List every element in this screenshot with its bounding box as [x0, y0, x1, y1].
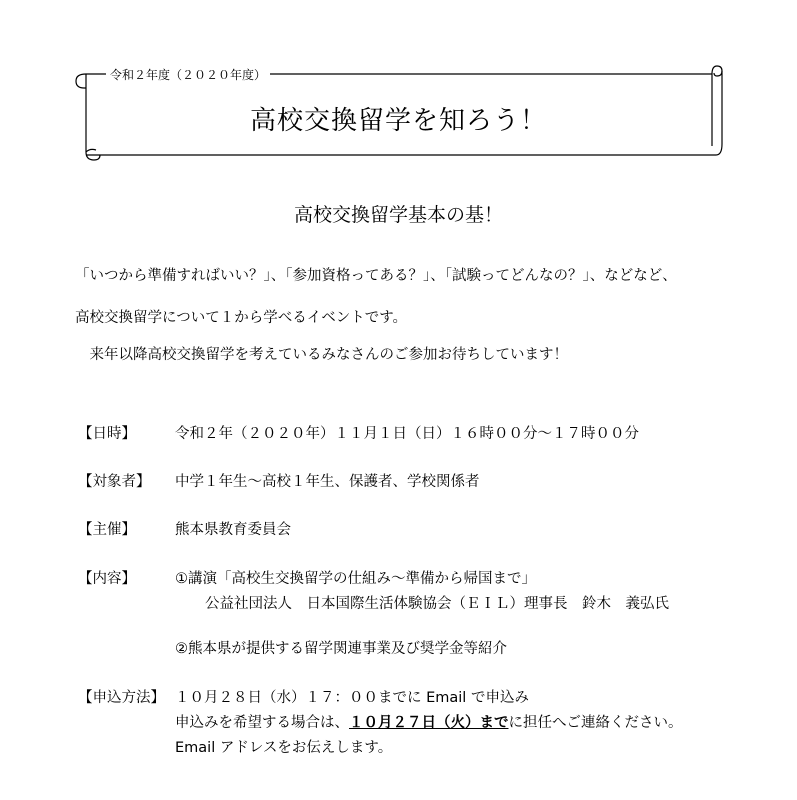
content-item-2: ②熊本県が提供する留学関連事業及び奨学金等紹介	[175, 641, 507, 657]
datetime-label: 【日時】	[78, 426, 136, 442]
organizer-label: 【主催】	[78, 522, 136, 538]
content-label: 【内容】	[78, 571, 136, 587]
apply-line-2-post: に担任へご連絡ください。	[508, 715, 683, 731]
year-label: 令和２年度（２０２０年度）	[106, 66, 270, 83]
organizer-value: 熊本県教育委員会	[175, 522, 291, 538]
datetime-value: 令和２年（２０２０年）１１月１日（日）１６時００分～１７時００分	[175, 426, 639, 442]
page-title: 高校交換留学を知ろう！	[249, 106, 547, 136]
audience-label: 【対象者】	[78, 474, 151, 490]
apply-label: 【申込方法】	[78, 690, 165, 706]
apply-line-1: １０月２８日（水）１７：００までに Email で申込み	[175, 690, 529, 706]
apply-line-3: Email アドレスをお伝えします。	[175, 740, 393, 756]
subtitle: 高校交換留学基本の基！	[293, 204, 503, 226]
audience-value: 中学１年生～高校１年生、保護者、学校関係者	[175, 474, 480, 490]
intro-line-1: 「いつから準備すればいい？」、「参加資格ってある？」、「試験ってどんなの？」、などなど、	[75, 268, 677, 284]
intro-line-2: 高校交換留学について１から学べるイベントです。	[75, 310, 408, 326]
intro-line-3: 来年以降高校交換留学を考えているみなさんのご参加お待ちしています！	[75, 347, 568, 363]
apply-line-2-pre: 申込みを希望する場合は、	[175, 715, 349, 731]
apply-deadline-emphasis: １０月２７日（火）まで	[349, 715, 509, 731]
content-speaker: 公益社団法人 日本国際生活体験協会（ＥＩＬ）理事長 鈴木 義弘氏	[205, 596, 669, 612]
content-item-1: ①講演「高校生交換留学の仕組み～準備から帰国まで」	[175, 571, 536, 587]
apply-line-2	[175, 711, 683, 732]
